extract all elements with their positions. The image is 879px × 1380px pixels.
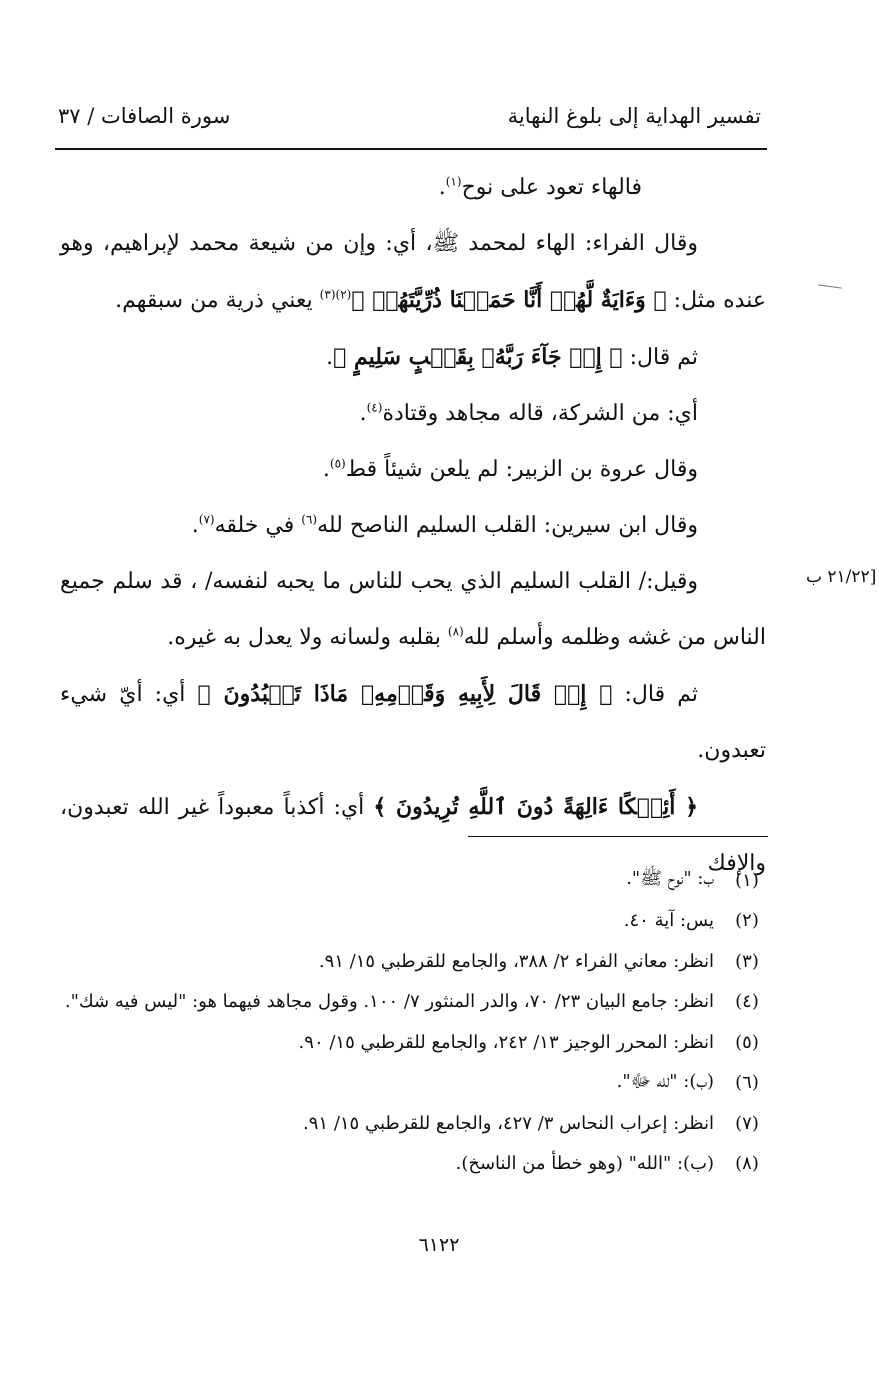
footnote-item [60, 1103, 768, 1144]
footnote-ref[interactable]: (٨) [447, 624, 464, 639]
text-run: فالهاء تعود على نوح [461, 175, 642, 200]
footnote-ref[interactable]: (٣) [319, 287, 336, 302]
paragraph [60, 160, 766, 216]
footnote-ref[interactable]: (٢) [335, 287, 352, 302]
text-run: أي: أكذباً معبوداً غير الله تعبدون، والإفك [60, 795, 766, 876]
footnote-number: (٤) [735, 991, 759, 1013]
paragraph [60, 498, 766, 554]
footnote-item [60, 1022, 768, 1063]
punctuation: . [322, 457, 330, 482]
text-run: أي: من الشركة، قاله مجاهد وقتادة [382, 401, 698, 426]
punctuation: . [438, 175, 446, 200]
footnote-ref[interactable]: (٥) [329, 456, 346, 471]
footnote-item [60, 901, 768, 942]
footnote-number: (٧) [735, 1112, 759, 1134]
quran-verse: ﴿ أَئِفۡكًا ءَالِهَةً دُونَ ٱللَّهِ تُرِيدُونَ ﴾ [373, 794, 698, 820]
text-run: يعني ذرية من سبقهم. [115, 288, 320, 313]
footnote-item [60, 982, 768, 1023]
paragraph [60, 216, 766, 329]
footnote-item [60, 941, 768, 982]
footnote-number: (٨) [735, 1153, 759, 1175]
footnote-number: (٢) [735, 910, 759, 932]
text-run: وقال عروة بن الزبير: لم يلعن شيئاً قط [345, 457, 698, 482]
footnote-text: ب: "نوح ﷺ". [626, 868, 714, 890]
footnote-number: (٣) [735, 950, 759, 972]
surah-info: سورة الصافات / ٣٧ [58, 104, 231, 128]
text-run: في خلقه [214, 513, 302, 538]
header-divider [55, 148, 767, 150]
text-run: . [326, 345, 334, 370]
text-run: بقلبه ولسانه ولا يعدل به غيره. [167, 625, 448, 650]
margin-mark [818, 284, 842, 288]
footnote-text: انظر: إعراب النحاس ٣/ ٤٢٧، والجامع للقرطبي ١٥/ ٩١. [303, 1112, 714, 1134]
footnote-text: يس: آية ٤٠. [623, 910, 714, 932]
footnote-number: (١) [735, 869, 759, 891]
text-run: ثم قال: [612, 682, 699, 707]
book-title: تفسير الهداية إلى بلوغ النهاية [507, 104, 761, 128]
punctuation: . [359, 401, 367, 426]
footnote-number: (٥) [735, 1031, 759, 1053]
footnote-divider [468, 836, 768, 837]
text-run: وقيل:/ القلب السليم الذي يحب للناس ما يحبه لنفسه/ ، قد سلم جميع الناس من غشه وظلمه وأسلم لله [60, 569, 766, 650]
footnote-text: انظر: جامع البيان ٢٣/ ٧٠، والدر المنثور ٧/ ١٠٠. وقول مجاهد فيهما هو: "ليس فيه شك". [64, 991, 714, 1013]
footnote-item [60, 860, 768, 901]
manuscript-folio-note: [٢١/٢٢ ب [806, 567, 877, 587]
footnote-ref[interactable]: (٦) [301, 512, 318, 527]
footnote-text: انظر: المحرر الوجيز ١٣/ ٢٤٢، والجامع للقرطبي ١٥/ ٩٠. [298, 1031, 714, 1053]
footnote-item [60, 1144, 768, 1185]
paragraph [60, 554, 766, 666]
footnote-ref[interactable]: (٤) [366, 400, 383, 415]
footnotes [60, 860, 768, 1184]
text-run: وقال ابن سيرين: القلب السليم الناصح لله [317, 513, 698, 538]
footnote-ref[interactable]: (١) [445, 174, 462, 189]
paragraph [60, 442, 766, 498]
text-run: وقال الفراء: الهاء لمحمد ﷺ، أي: وإن من شيعة محمد لإبراهيم، وهو عنده مثل: [60, 231, 766, 313]
paragraph [60, 386, 766, 442]
main-text [60, 160, 766, 892]
paragraph [60, 666, 766, 779]
quran-verse: ﴿ إِذۡ قَالَ لِأَبِيهِ وَقَوۡمِهِۦ مَاذَا تَعۡبُدُونَ ﴾ [197, 681, 613, 707]
page-number: ٦١٢٢ [418, 1234, 460, 1256]
footnote-text: (ب): "لله ﷻ". [616, 1070, 714, 1092]
footnote-ref[interactable]: (٧) [198, 512, 215, 527]
footnote-text: انظر: معاني الفراء ٢/ ٣٨٨، والجامع للقرطبي ١٥/ ٩١. [318, 950, 714, 972]
quran-verse: ﴿ وَءَايَةٌ لَّهُمۡ أَنَّا حَمَلۡنَا ذُرِّيَّتَهُمۡ ﴾ [351, 287, 667, 313]
footnote-text: (ب): "الله" (وهو خطأ من الناسخ). [455, 1153, 714, 1175]
text-run: ثم قال: [622, 345, 698, 370]
footnote-number: (٦) [735, 1072, 759, 1094]
text-run: أي: أيّ شيء تعبدون. [60, 682, 766, 763]
quran-verse: ﴿ إِذۡ جَآءَ رَبَّهُۥ بِقَلۡبٍ سَلِيمٍ ﴾ [333, 344, 623, 370]
punctuation: . [191, 513, 199, 538]
paragraph [60, 329, 766, 386]
footnote-item [60, 1063, 768, 1104]
